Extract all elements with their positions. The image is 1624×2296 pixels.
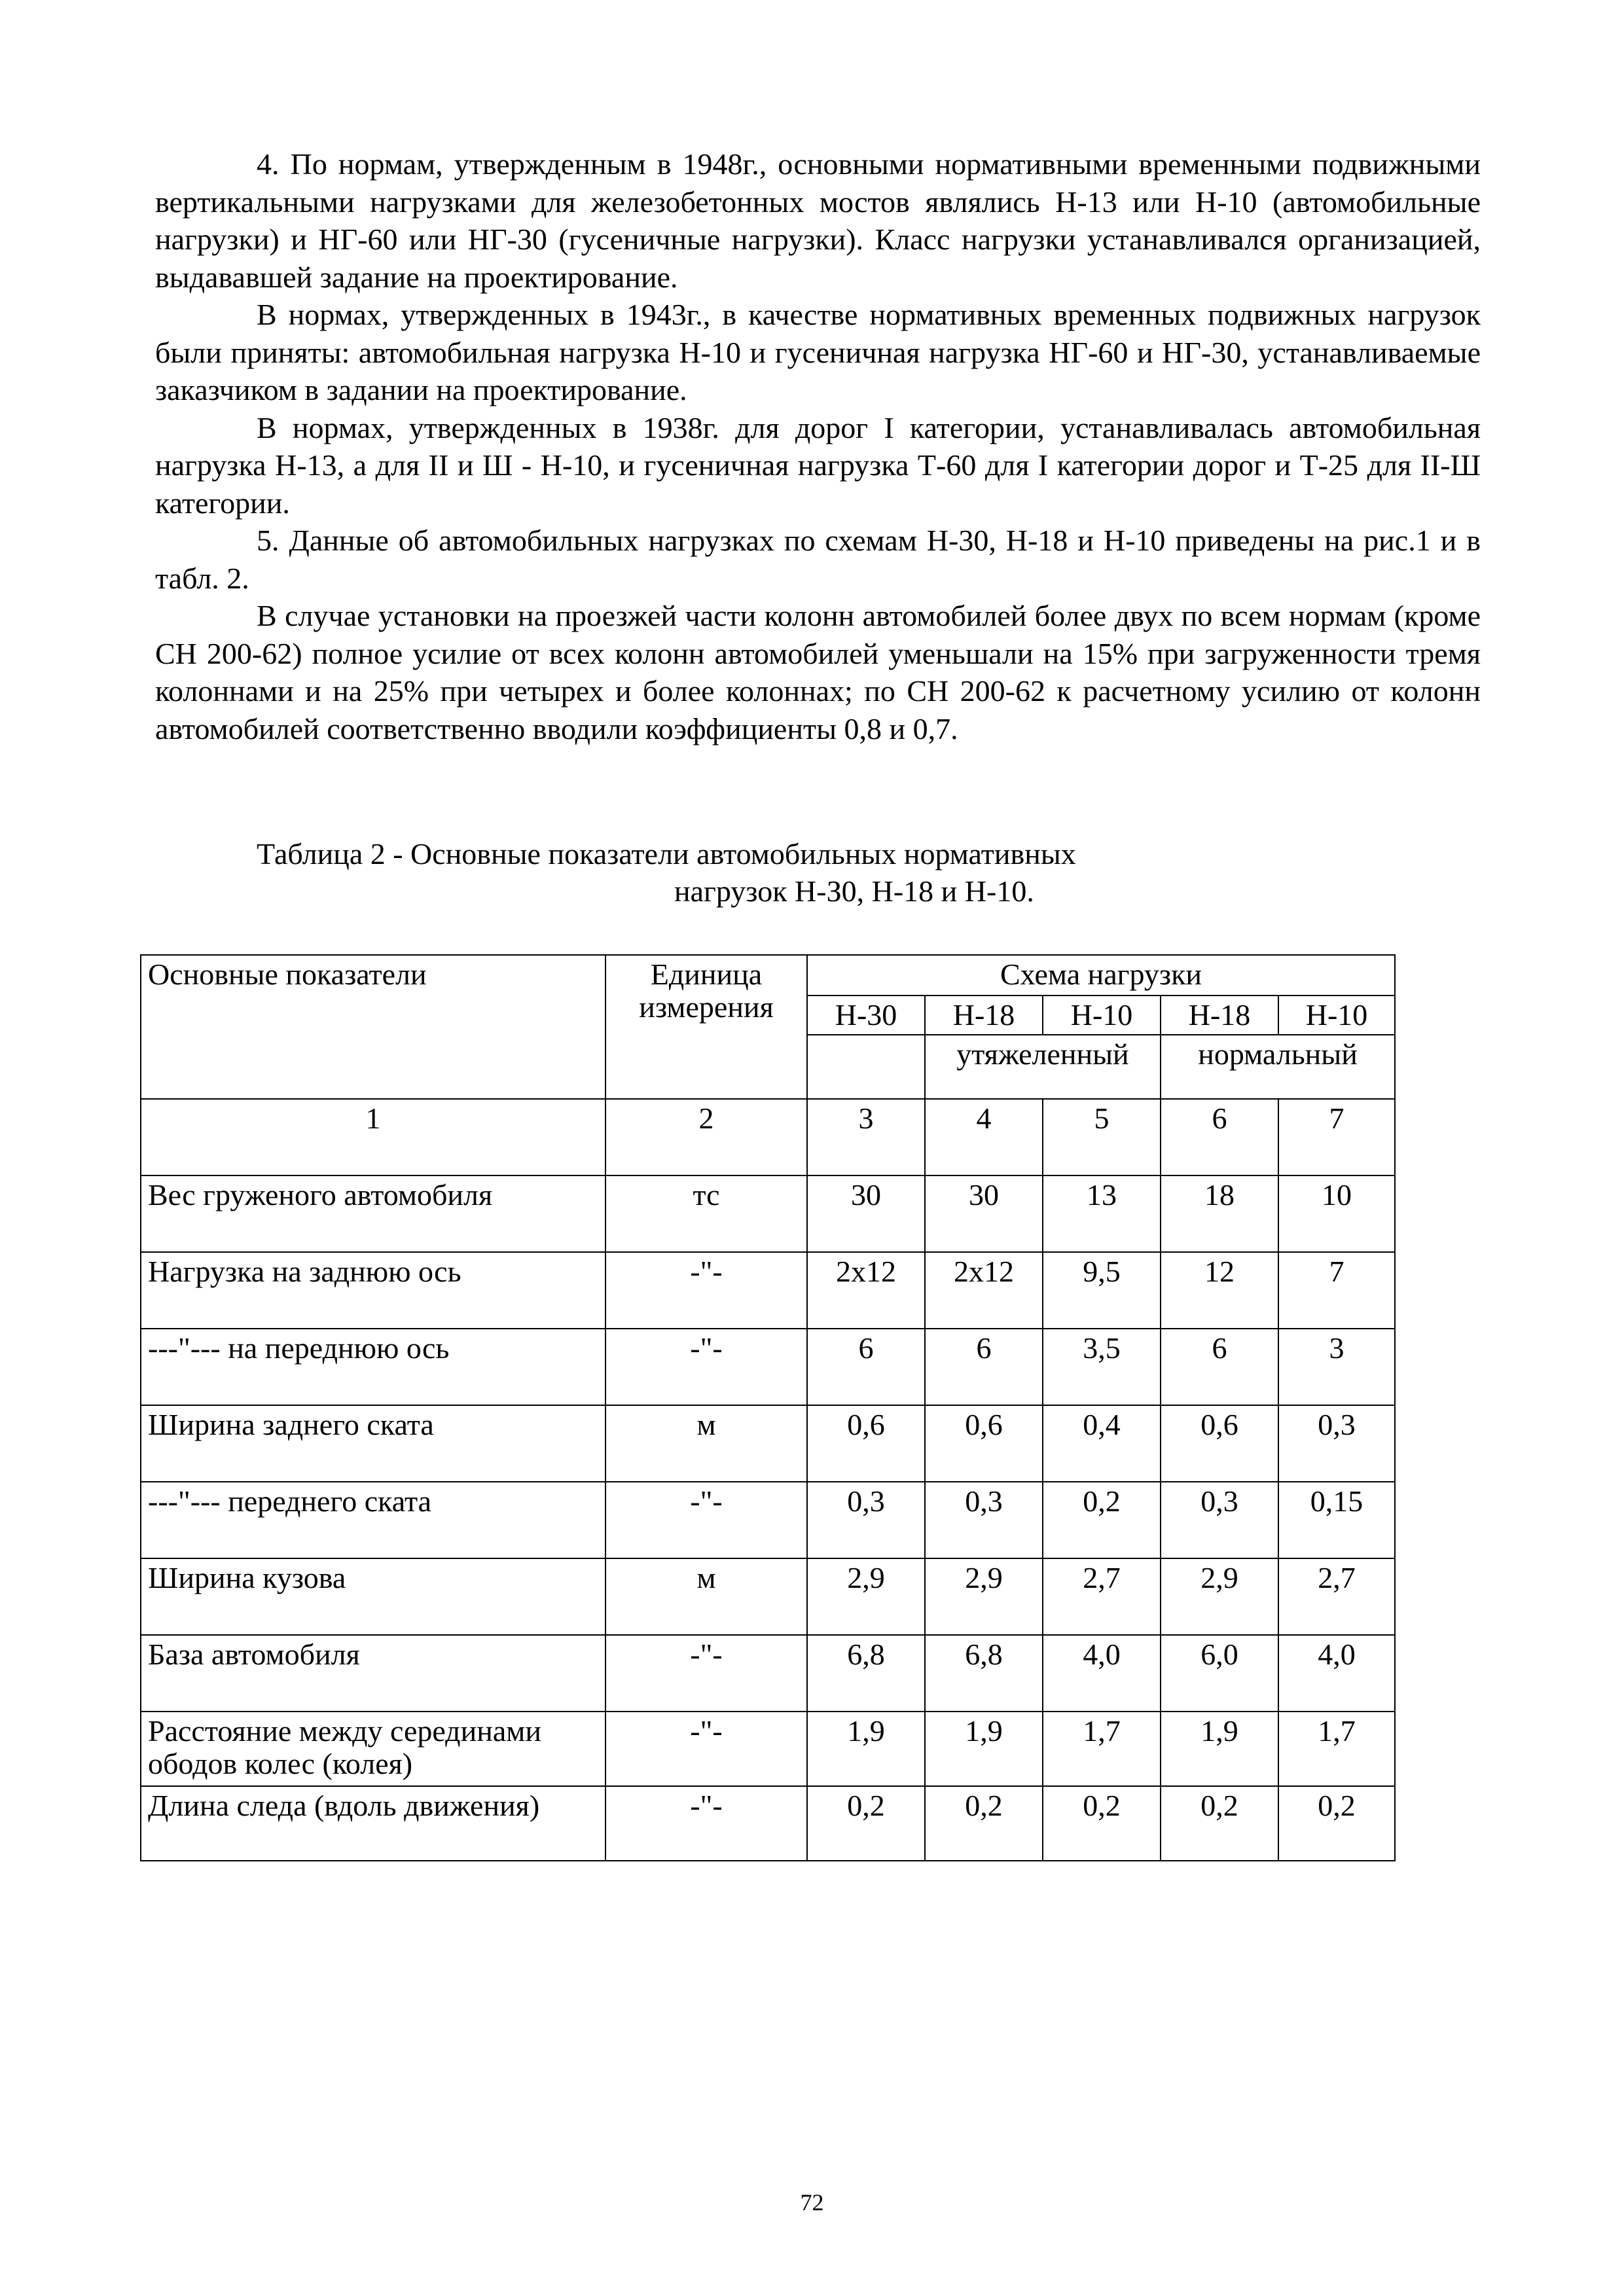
row-value: 1,9	[1161, 1712, 1278, 1786]
table-caption	[0, 835, 1624, 910]
page-number: 72	[800, 2189, 824, 2215]
row-value: 13	[1043, 1175, 1161, 1252]
column-number: 4	[925, 1099, 1043, 1175]
row-value: 3	[1278, 1329, 1395, 1405]
row-value: 12	[1161, 1252, 1278, 1329]
row-value: 0,3	[1278, 1405, 1395, 1482]
row-value: 2х12	[807, 1252, 925, 1329]
row-unit: -"-	[605, 1635, 807, 1712]
header-scheme-n10-heavy: Н-10	[1043, 996, 1161, 1035]
row-value: 0,3	[1161, 1482, 1278, 1558]
row-unit: -"-	[605, 1329, 807, 1405]
row-value: 6,0	[1161, 1635, 1278, 1712]
row-value: 6	[1161, 1329, 1278, 1405]
table-header-row	[141, 955, 1395, 996]
loads-table	[140, 954, 1396, 1861]
row-value: 6,8	[925, 1635, 1043, 1712]
row-value: 0,6	[1161, 1405, 1278, 1482]
header-group-heavy: утяжеленный	[925, 1035, 1161, 1099]
table-row	[141, 1175, 1395, 1252]
row-unit: тс	[605, 1175, 807, 1252]
table-row	[141, 1635, 1395, 1712]
row-value: 0,2	[925, 1786, 1043, 1861]
row-value: 0,6	[925, 1405, 1043, 1482]
table-row	[141, 1712, 1395, 1786]
row-unit: м	[605, 1405, 807, 1482]
row-value: 1,7	[1043, 1712, 1161, 1786]
row-value: 0,4	[1043, 1405, 1161, 1482]
row-unit: м	[605, 1558, 807, 1635]
row-value: 6	[925, 1329, 1043, 1405]
row-value: 0,3	[807, 1482, 925, 1558]
row-label: ---"--- на переднюю ось	[141, 1329, 605, 1405]
header-scheme-n18-normal: Н-18	[1161, 996, 1278, 1035]
row-label: Ширина кузова	[141, 1558, 605, 1635]
row-value: 2,7	[1043, 1558, 1161, 1635]
row-value: 6,8	[807, 1635, 925, 1712]
paragraph: В случае установки на проезжей части колонн автомобилей более двух по всем нормам (кроме СН 200-62) полное усилие от всех колонн автомобилей уменьшали на 15% при загруженности тремя колоннами и на 25% при четырех и более колоннах; по СН 200-62 к расчетному усилию от колонн автомобилей соответственно вводили коэффициенты 0,8 и 0,7.	[155, 599, 1481, 745]
row-value: 18	[1161, 1175, 1278, 1252]
body-text	[155, 145, 1481, 747]
table-row	[141, 1329, 1395, 1405]
paragraph: В нормах, утвержденных в 1943г., в качестве нормативных временных подвижных нагрузок были приняты: автомобильная нагрузка Н-10 и гусеничная нагрузка НГ-60 и НГ-30, устанавливаемые заказчиком в задании на проектирование.	[155, 298, 1481, 406]
row-value: 0,2	[1278, 1786, 1395, 1861]
column-number: 2	[605, 1099, 807, 1175]
row-value: 2,9	[807, 1558, 925, 1635]
row-value: 10	[1278, 1175, 1395, 1252]
row-unit: -"-	[605, 1712, 807, 1786]
row-value: 9,5	[1043, 1252, 1161, 1329]
header-scheme: Схема нагрузки	[807, 955, 1395, 996]
row-value: 2,9	[925, 1558, 1043, 1635]
column-number-row	[141, 1099, 1395, 1175]
row-label: Ширина заднего ската	[141, 1405, 605, 1482]
table-row	[141, 1786, 1395, 1861]
row-label: База автомобиля	[141, 1635, 605, 1712]
row-value: 0,2	[807, 1786, 925, 1861]
row-value: 2х12	[925, 1252, 1043, 1329]
header-scheme-n18-heavy: Н-18	[925, 996, 1043, 1035]
row-value: 1,9	[807, 1712, 925, 1786]
row-value: 0,6	[807, 1405, 925, 1482]
row-label: Нагрузка на заднюю ось	[141, 1252, 605, 1329]
row-value: 30	[925, 1175, 1043, 1252]
row-value: 2,9	[1161, 1558, 1278, 1635]
table-row	[141, 1252, 1395, 1329]
row-label: Расстояние между серединами ободов колес (колея)	[141, 1712, 605, 1786]
row-unit: -"-	[605, 1252, 807, 1329]
row-value: 6	[807, 1329, 925, 1405]
column-number: 1	[141, 1099, 605, 1175]
row-value: 3,5	[1043, 1329, 1161, 1405]
paragraph: 4. По нормам, утвержденным в 1948г., основными нормативными временными подвижными вертикальными нагрузками для железобетонных мостов являлись Н-13 или Н-10 (автомобильные нагрузки) и НГ-60 или НГ-30 (гусеничные нагрузки). Класс нагрузки устанавливался организацией, выдававшей задание на проектирование.	[155, 147, 1481, 294]
header-unit: Единица измерения	[605, 955, 807, 1099]
row-label: ---"--- переднего ската	[141, 1482, 605, 1558]
column-number: 5	[1043, 1099, 1161, 1175]
row-unit: -"-	[605, 1482, 807, 1558]
header-empty-cell	[807, 1035, 925, 1099]
table-caption-line-1: Таблица 2 - Основные показатели автомобильных нормативных	[257, 837, 1076, 870]
row-label: Вес груженого автомобиля	[141, 1175, 605, 1252]
row-value: 4,0	[1043, 1635, 1161, 1712]
paragraph: 5. Данные об автомобильных нагрузках по схемам Н-30, Н-18 и Н-10 приведены на рис.1 и в табл. 2.	[155, 524, 1481, 595]
row-label: Длина следа (вдоль движения)	[141, 1786, 605, 1861]
row-value: 0,3	[925, 1482, 1043, 1558]
row-value: 0,2	[1043, 1786, 1161, 1861]
table-row	[141, 1558, 1395, 1635]
row-value: 0,15	[1278, 1482, 1395, 1558]
row-value: 0,2	[1043, 1482, 1161, 1558]
header-indicators: Основные показатели	[141, 955, 605, 1099]
column-number: 7	[1278, 1099, 1395, 1175]
table-row	[141, 1482, 1395, 1558]
row-value: 4,0	[1278, 1635, 1395, 1712]
row-unit: -"-	[605, 1786, 807, 1861]
row-value: 30	[807, 1175, 925, 1252]
header-scheme-n30: Н-30	[807, 996, 925, 1035]
row-value: 1,7	[1278, 1712, 1395, 1786]
column-number: 6	[1161, 1099, 1278, 1175]
table-row	[141, 1405, 1395, 1482]
column-number: 3	[807, 1099, 925, 1175]
header-group-normal: нормальный	[1161, 1035, 1395, 1099]
header-scheme-n10-normal: Н-10	[1278, 996, 1395, 1035]
row-value: 7	[1278, 1252, 1395, 1329]
paragraph: В нормах, утвержденных в 1938г. для дорог I категории, устанавливалась автомобильная нагрузка Н-13, а для II и Ш - Н-10, и гусеничная нагрузка Т-60 для I категории дорог и Т-25 для II-Ш категории.	[155, 410, 1481, 520]
row-value: 1,9	[925, 1712, 1043, 1786]
table-caption-line-2: нагрузок Н-З0, Н-18 и Н-10.	[674, 874, 1034, 908]
row-value: 2,7	[1278, 1558, 1395, 1635]
row-value: 0,2	[1161, 1786, 1278, 1861]
